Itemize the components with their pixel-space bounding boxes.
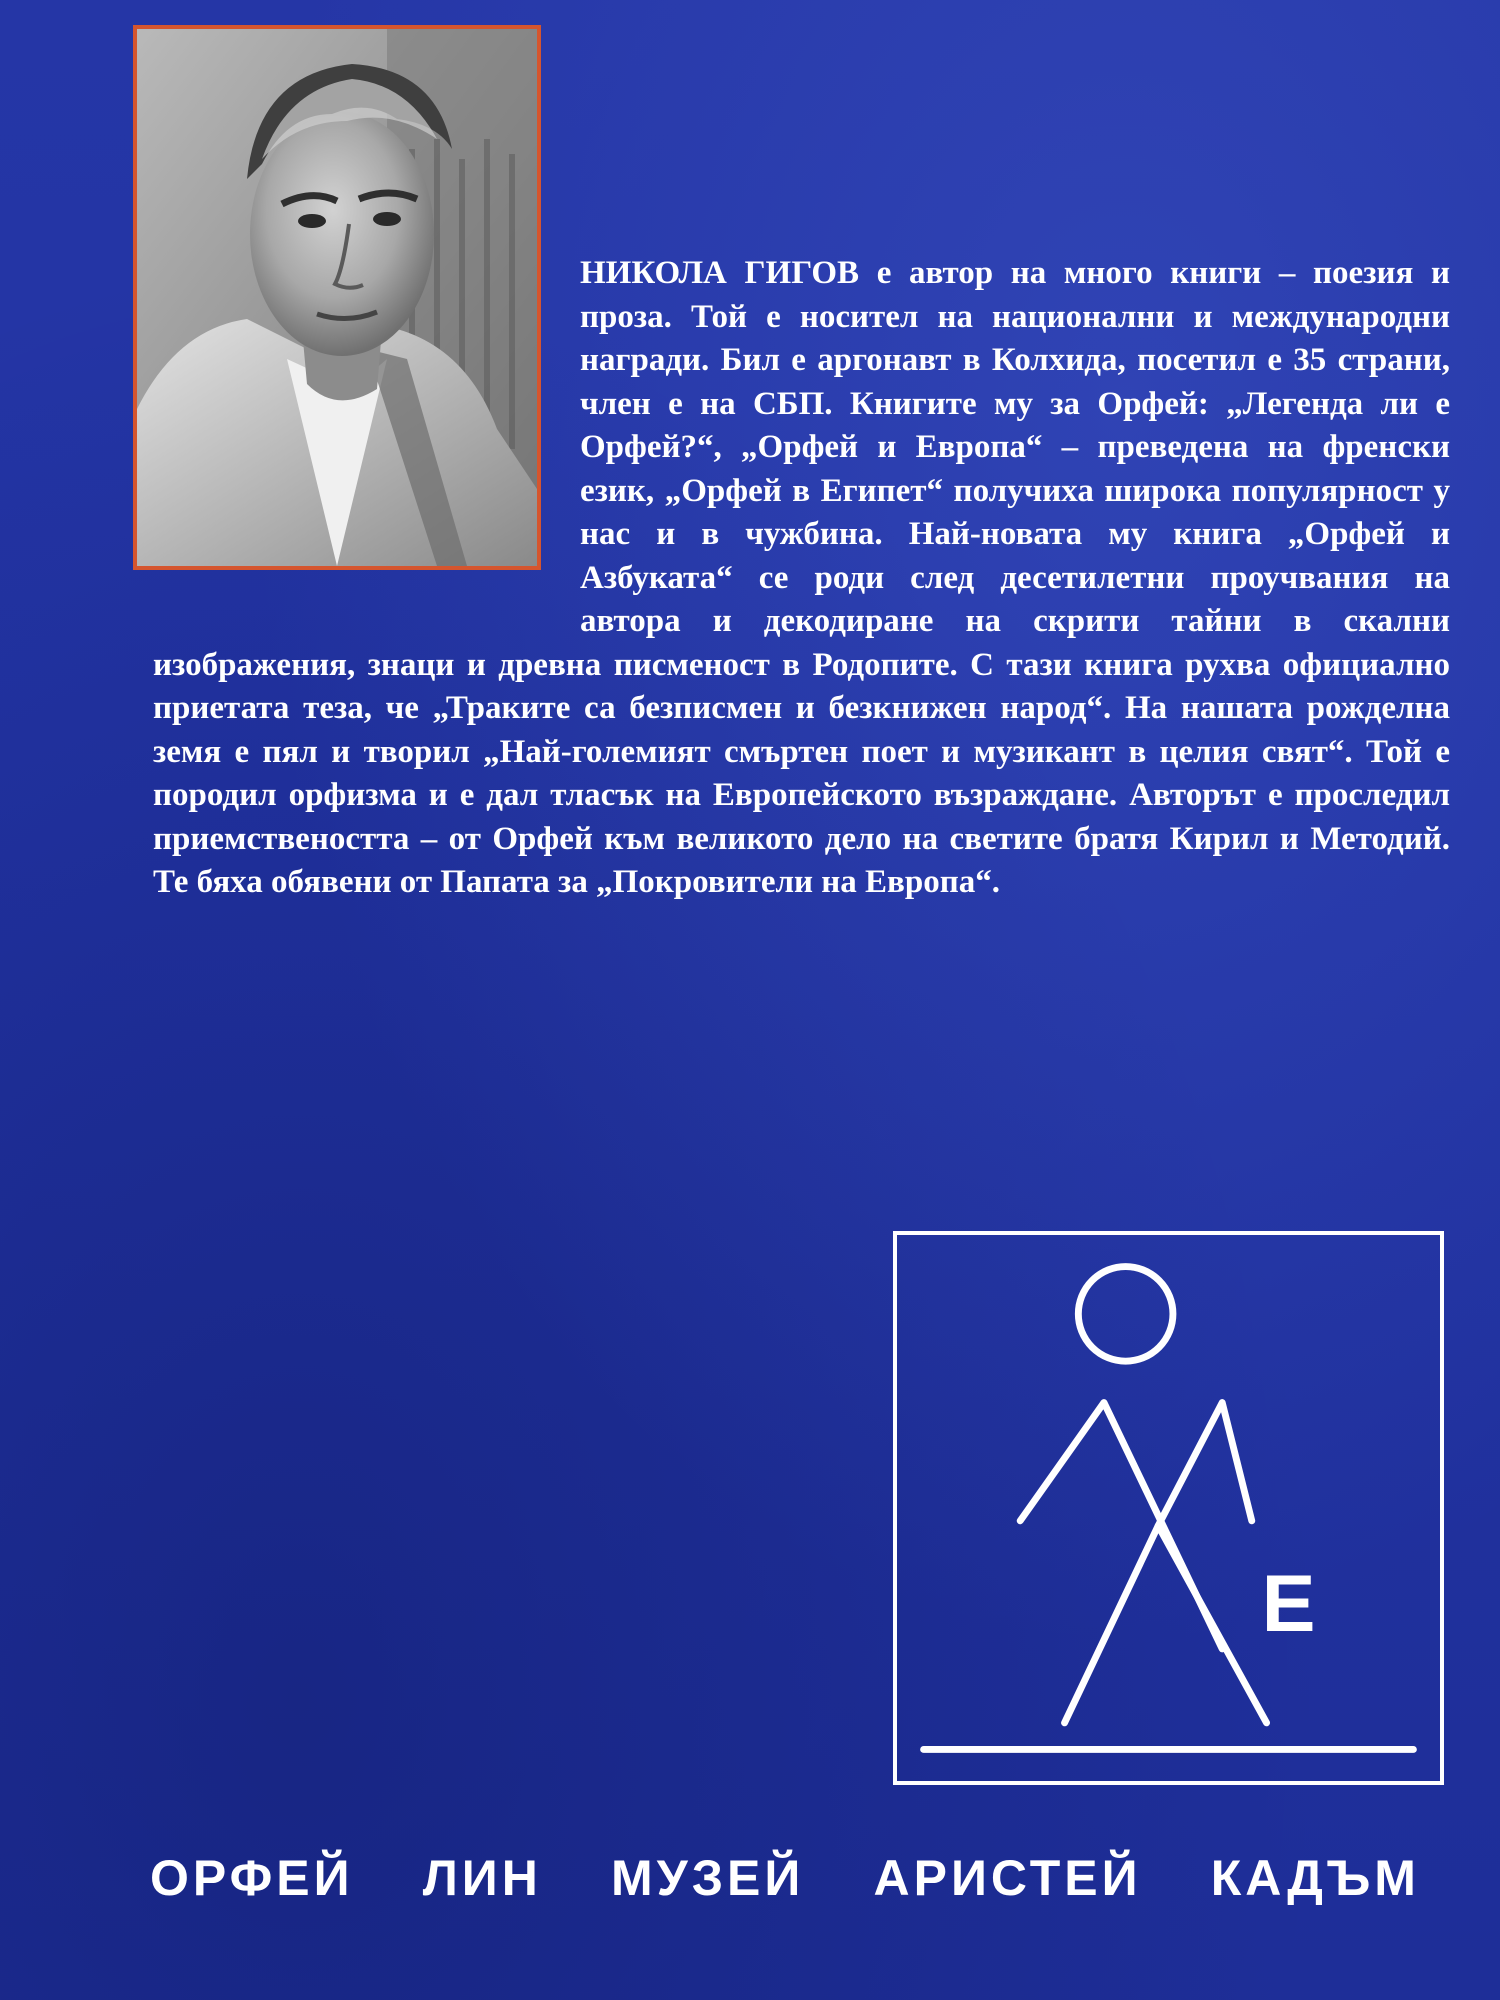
footer-series-names xyxy=(150,1838,1420,1918)
footer-name-aristeus: АРИСТЕЙ xyxy=(873,1850,1142,1906)
footer-name-linus: ЛИН xyxy=(422,1850,542,1906)
logo-head-circle xyxy=(1078,1267,1173,1362)
logo-letter: E xyxy=(1261,1559,1316,1650)
bio-text: НИКОЛА ГИГОВ е автор на много книги – поезия и проза. Той е носител на национални и международни награди. Бил е аргонавт в Колхида, посетил е 35 страни, член е на СБП. Книгите му за Орфей: „Легенда ли е Орфей?“, „Орфей и Европа“ – преведена на френски език, „Орфей в Египет“ получиха широка популярност у нас и в чужбина. Най-новата му книга „Орфей и Азбуката“ се роди след десетилетни проучвания на автора и декодиране на скрити тайни в скални изображения, знаци и древна писменост в Родопите. С тази книга рухва официално приетата теза, че „Траките са безписмен и безкнижен народ“. На нашата рожделна земя е пял и творил „Най-големият смъртен поет и музикант в целия свят“. Той е породил орфизма и е дал тласък на Европейското възраждане. Авторът е проследил приемствеността – от Орфей към великото дело на светите братя Кирил и Методий. Те бяха обявени от Папата за „Покровители на Европа“. xyxy=(153,255,1450,900)
logo-left-arm xyxy=(1020,1403,1222,1649)
footer-name-orpheus: ОРФЕЙ xyxy=(150,1850,354,1906)
publisher-logo xyxy=(893,1231,1444,1785)
author-bio xyxy=(153,252,1450,1232)
logo-leg xyxy=(1158,1526,1266,1723)
logo-right-arm xyxy=(1065,1403,1252,1723)
photo-spacer xyxy=(153,252,580,602)
footer-name-cadmus: КАДЪМ xyxy=(1210,1850,1420,1906)
footer-name-musaeus: МУЗЕЙ xyxy=(610,1850,805,1906)
